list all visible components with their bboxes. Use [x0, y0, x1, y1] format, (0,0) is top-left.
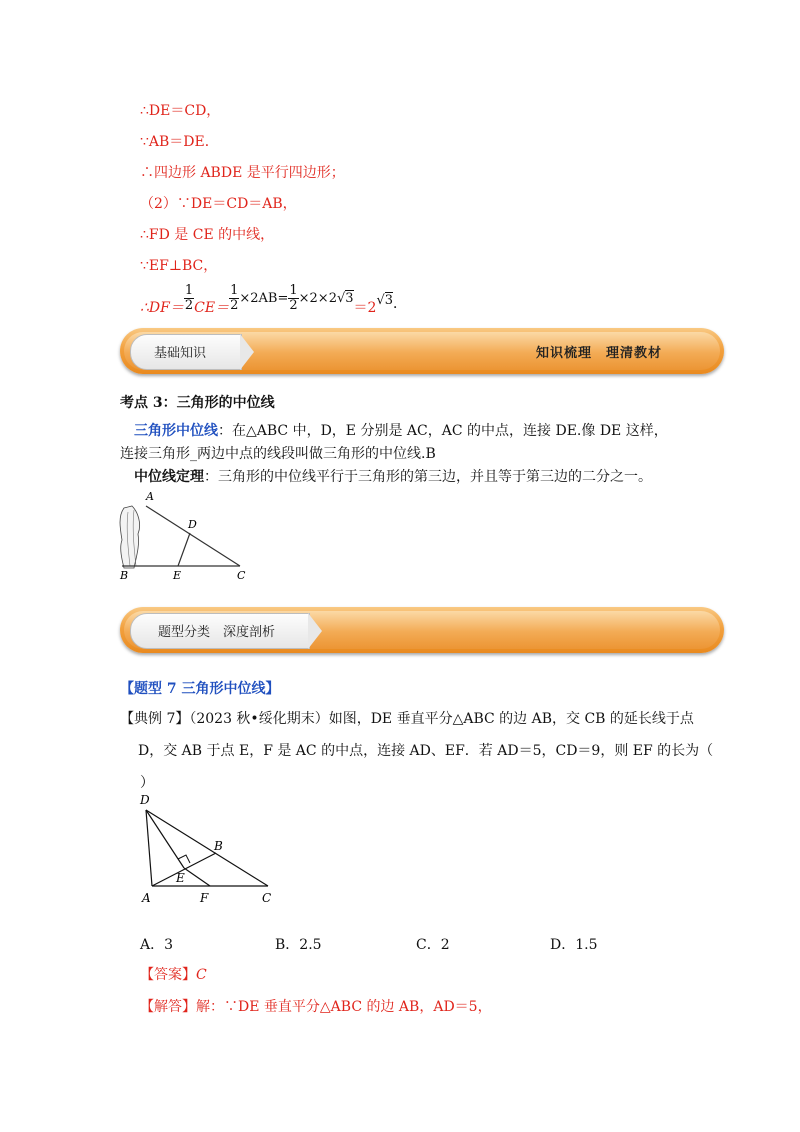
label-d: D	[188, 518, 197, 531]
line-da	[146, 810, 152, 886]
example7-line-2: D，交 AB 于点 E，F 是 AC 的中点，连接 AD、EF．若 AD＝5，CD＝9，则 EF 的长为（	[138, 743, 714, 759]
theorem-text: ：三角形的中位线平行于三角形的第三边，并且等于第三边的二分之一。	[204, 469, 652, 485]
label-b: B	[120, 569, 129, 582]
half-fraction-3: $\frac{1}{2}$	[289, 282, 298, 313]
label-e: E	[176, 871, 185, 885]
point3-title: 考点 3：三角形的中位线	[120, 395, 275, 411]
definition-label: 三角形中位线	[134, 423, 218, 439]
solution-line-6: ∵EF⊥BC，	[140, 258, 218, 274]
df-prefix: ∴DF＝	[140, 300, 184, 316]
example7-line-1: 【典例 7】（2023 秋•绥化期末）如图，DE 垂直平分△ABC 的边 AB，交 CB 的延长线于点	[120, 711, 694, 727]
period: ．	[393, 296, 408, 312]
type7-title: 【题型 7 三角形中位线】	[120, 681, 280, 697]
theorem-label: 中位线定理	[134, 469, 204, 485]
label-e: E	[173, 569, 182, 582]
label-d: D	[140, 793, 150, 807]
banner-tag-arrow	[240, 334, 254, 370]
label-c: C	[262, 891, 272, 905]
sqrt-3-b: √3	[376, 292, 394, 308]
analysis-line	[140, 996, 492, 1016]
eq-2: ＝2	[353, 300, 377, 316]
solution-line-3: ∴四边形 ABDE 是平行四边形；	[140, 165, 345, 181]
option-a: A．3	[140, 937, 174, 953]
solution-line-5: ∴FD 是 CE 的中线，	[140, 227, 275, 243]
solution-line-4: （2）∵DE＝CD＝AB，	[140, 196, 297, 212]
solution-line-2: ∵AB＝DE．	[140, 134, 219, 150]
figure-midline-triangle	[110, 488, 260, 583]
label-f: F	[200, 891, 209, 905]
example7-line-3: ）	[140, 775, 154, 791]
definition-text: ：在△ABC 中，D，E 分别是 AC，AC 的中点，连接 DE.像 DE 这样，	[218, 423, 668, 439]
answer-line	[140, 964, 207, 984]
line-de	[178, 533, 190, 566]
ce-text: CE＝	[194, 300, 230, 316]
figure-ladder-sketch	[120, 506, 140, 568]
half-fraction-2: $\frac{1}{2}$	[230, 282, 239, 313]
times-2-2: ×2×2	[298, 290, 337, 306]
sqrt-3-a: √3	[336, 290, 354, 306]
banner-question-types	[120, 607, 724, 653]
answer-value: C	[196, 967, 207, 983]
midline-theorem	[134, 466, 652, 486]
analysis-text: 解：∵DE 垂直平分△ABC 的边 AB，AD＝5，	[196, 999, 492, 1015]
line-dc	[146, 810, 268, 886]
line-ef	[184, 868, 210, 886]
banner-left-label: 基础知识	[154, 346, 207, 361]
midline-definition-line-2: 连接三角形_两边中点的线段叫做三角形的中位线.B	[120, 446, 436, 462]
label-a: A	[142, 891, 151, 905]
answer-label: 【答案】	[140, 967, 196, 983]
option-d: D．1.5	[550, 937, 598, 953]
label-c: C	[237, 569, 246, 582]
banner2-tag-arrow	[308, 613, 322, 649]
banner2-left-label: 题型分类 深度剖析	[158, 625, 276, 640]
banner-right-label: 知识梳理 理清教材	[535, 346, 662, 361]
analysis-label: 【解答】	[140, 999, 196, 1015]
midline-definition-line-1	[134, 420, 668, 440]
line-ac	[146, 506, 240, 566]
df-formula	[140, 278, 407, 318]
figure-example7-triangle	[132, 790, 282, 908]
label-a: A	[146, 490, 154, 503]
option-c: C．2	[416, 937, 450, 953]
label-b: B	[214, 839, 223, 853]
option-b: B．2.5	[275, 937, 322, 953]
times-2ab: ×2AB=	[239, 290, 289, 306]
banner-basic-knowledge	[120, 328, 724, 374]
half-fraction-1: $\frac{1}{2}$	[184, 282, 194, 313]
solution-line-1: ∴DE＝CD，	[140, 103, 221, 119]
